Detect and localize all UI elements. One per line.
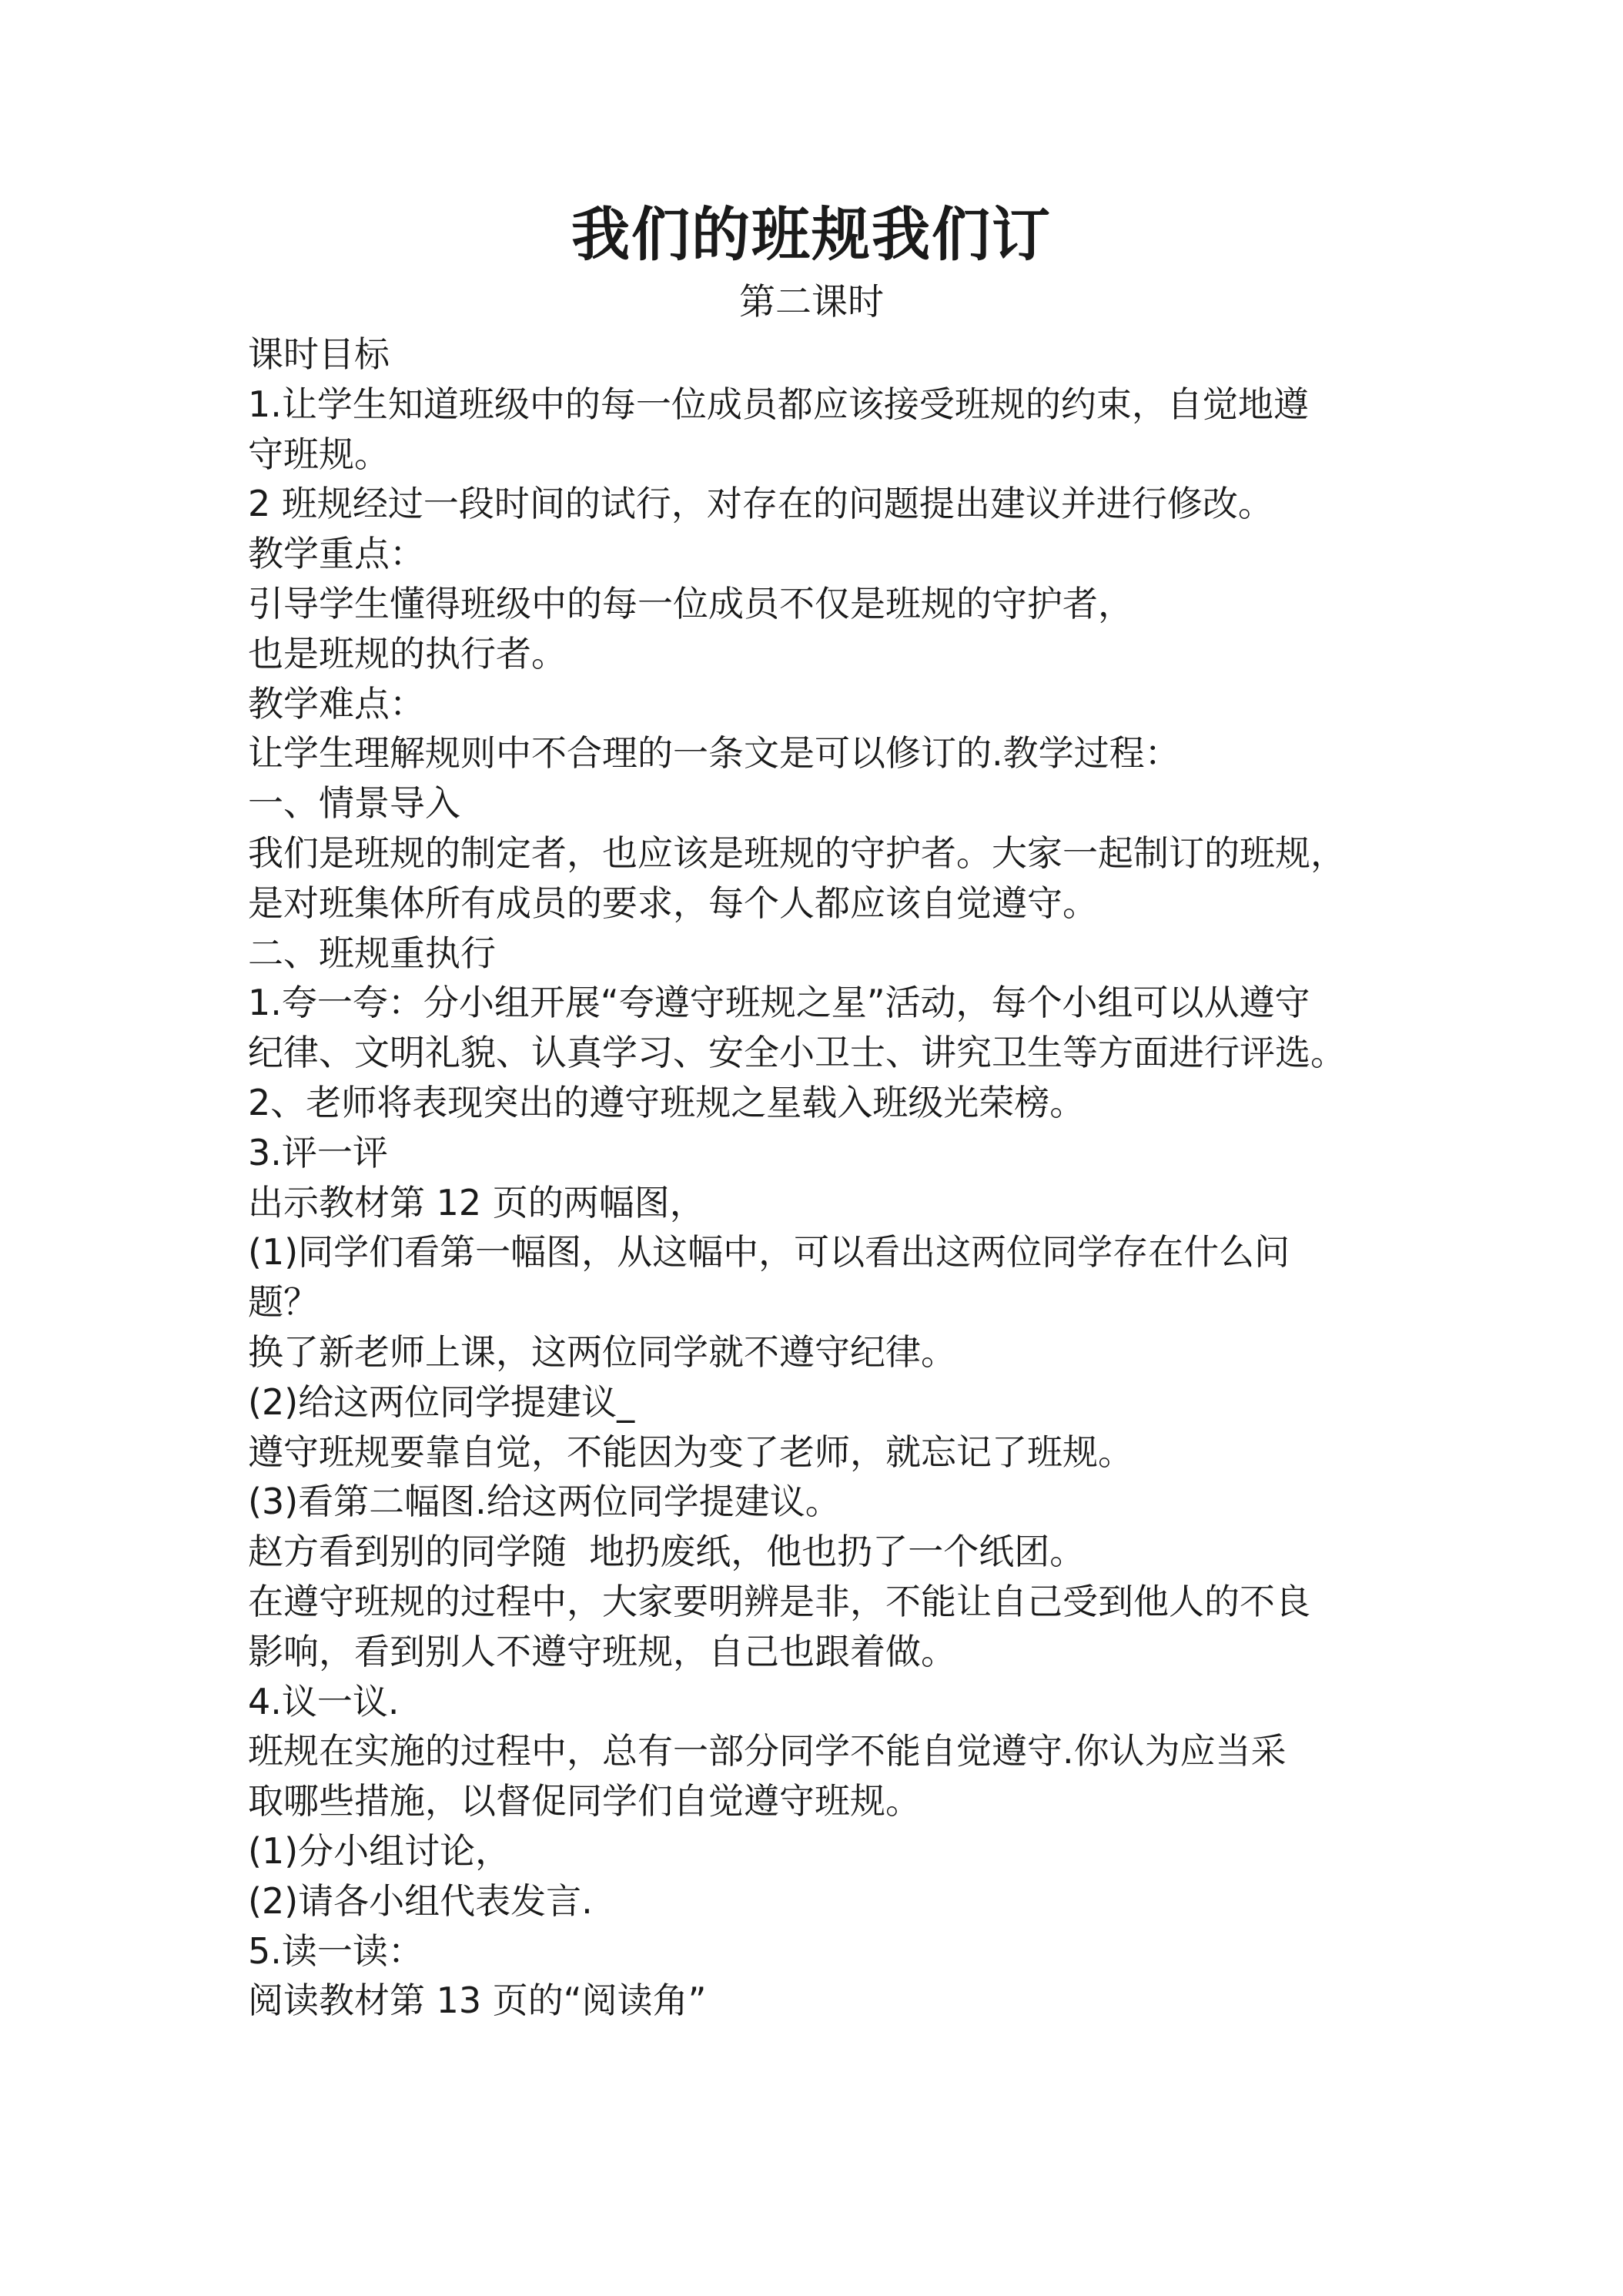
text-line: 1.让学生知道班级中的每一位成员都应该接受班规的约束，自觉地遵 <box>248 383 1309 425</box>
text-line: 4.议一议. <box>248 1680 400 1722</box>
text-line: 5.读一读： <box>248 1930 423 1972</box>
text-line: 守班规。 <box>248 433 390 475</box>
document-title: 我们的班规我们订 <box>571 200 1052 269</box>
text-line: 赵方看到别的同学随 地扔废纸，他也扔了一个纸团。 <box>248 1531 1086 1573</box>
document-body <box>248 330 1395 2026</box>
text-line: 取哪些措施，以督促同学们自觉遵守班规。 <box>248 1780 921 1822</box>
text-line: 二、班规重执行 <box>248 932 496 974</box>
text-line: 课时目标 <box>248 333 390 375</box>
text-line: 班规在实施的过程中，总有一部分同学不能自觉遵守.你认为应当采 <box>248 1730 1287 1772</box>
text-line: 3.评一评 <box>248 1131 388 1173</box>
text-line: 1.夸一夸：分小组开展“夸遵守班规之星”活动，每个小组可以从遵守 <box>248 982 1310 1024</box>
text-line: 纪律、文明礼貌、认真学习、安全小卫士、讲究卫生等方面进行评选。 <box>248 1032 1346 1074</box>
text-line: 题？ <box>248 1281 319 1324</box>
text-line: (1)同学们看第一幅图，从这幅中，可以看出这两位同学存在什么问 <box>248 1231 1290 1274</box>
text-line: 遵守班规要靠自觉，不能因为变了老师，就忘记了班规。 <box>248 1431 1133 1473</box>
text-line: (3)看第二幅图.给这两位同学提建议。 <box>248 1481 841 1523</box>
text-line: 引导学生懂得班级中的每一位成员不仅是班规的守护者， <box>248 582 1133 624</box>
text-line: (2)给这两位同学提建议_ <box>248 1381 635 1423</box>
text-line: 我们是班规的制定者，也应该是班规的守护者。大家一起制订的班规， <box>248 832 1346 874</box>
text-line: 一、情景导入 <box>248 782 460 825</box>
text-line: 2 班规经过一段时间的试行，对存在的问题提出建议并进行修改。 <box>248 483 1273 525</box>
text-line: 影响，看到别人不遵守班规，自己也跟着做。 <box>248 1630 956 1672</box>
text-line: 让学生理解规则中不合理的一条文是可以修订的.教学过程： <box>248 732 1180 775</box>
text-line: 在遵守班规的过程中，大家要明辨是非，不能让自己受到他人的不良 <box>248 1580 1310 1622</box>
text-line: 教学难点： <box>248 682 425 725</box>
document-subtitle: 第二课时 <box>739 281 884 323</box>
text-line: (1)分小组讨论， <box>248 1829 511 1872</box>
text-line: 出示教材第 12 页的两幅图， <box>248 1181 705 1223</box>
text-line: 是对班集体所有成员的要求，每个人都应该自觉遵守。 <box>248 882 1098 924</box>
text-line: (2)请各小组代表发言. <box>248 1879 593 1922</box>
text-line: 换了新老师上课，这两位同学就不遵守纪律。 <box>248 1330 956 1373</box>
text-line: 教学重点： <box>248 533 425 575</box>
text-line: 也是班规的执行者。 <box>248 632 567 674</box>
text-line: 阅读教材第 13 页的“阅读角” <box>248 1980 707 2022</box>
text-line: 2、老师将表现突出的遵守班规之星载入班级光荣榜。 <box>248 1081 1086 1123</box>
